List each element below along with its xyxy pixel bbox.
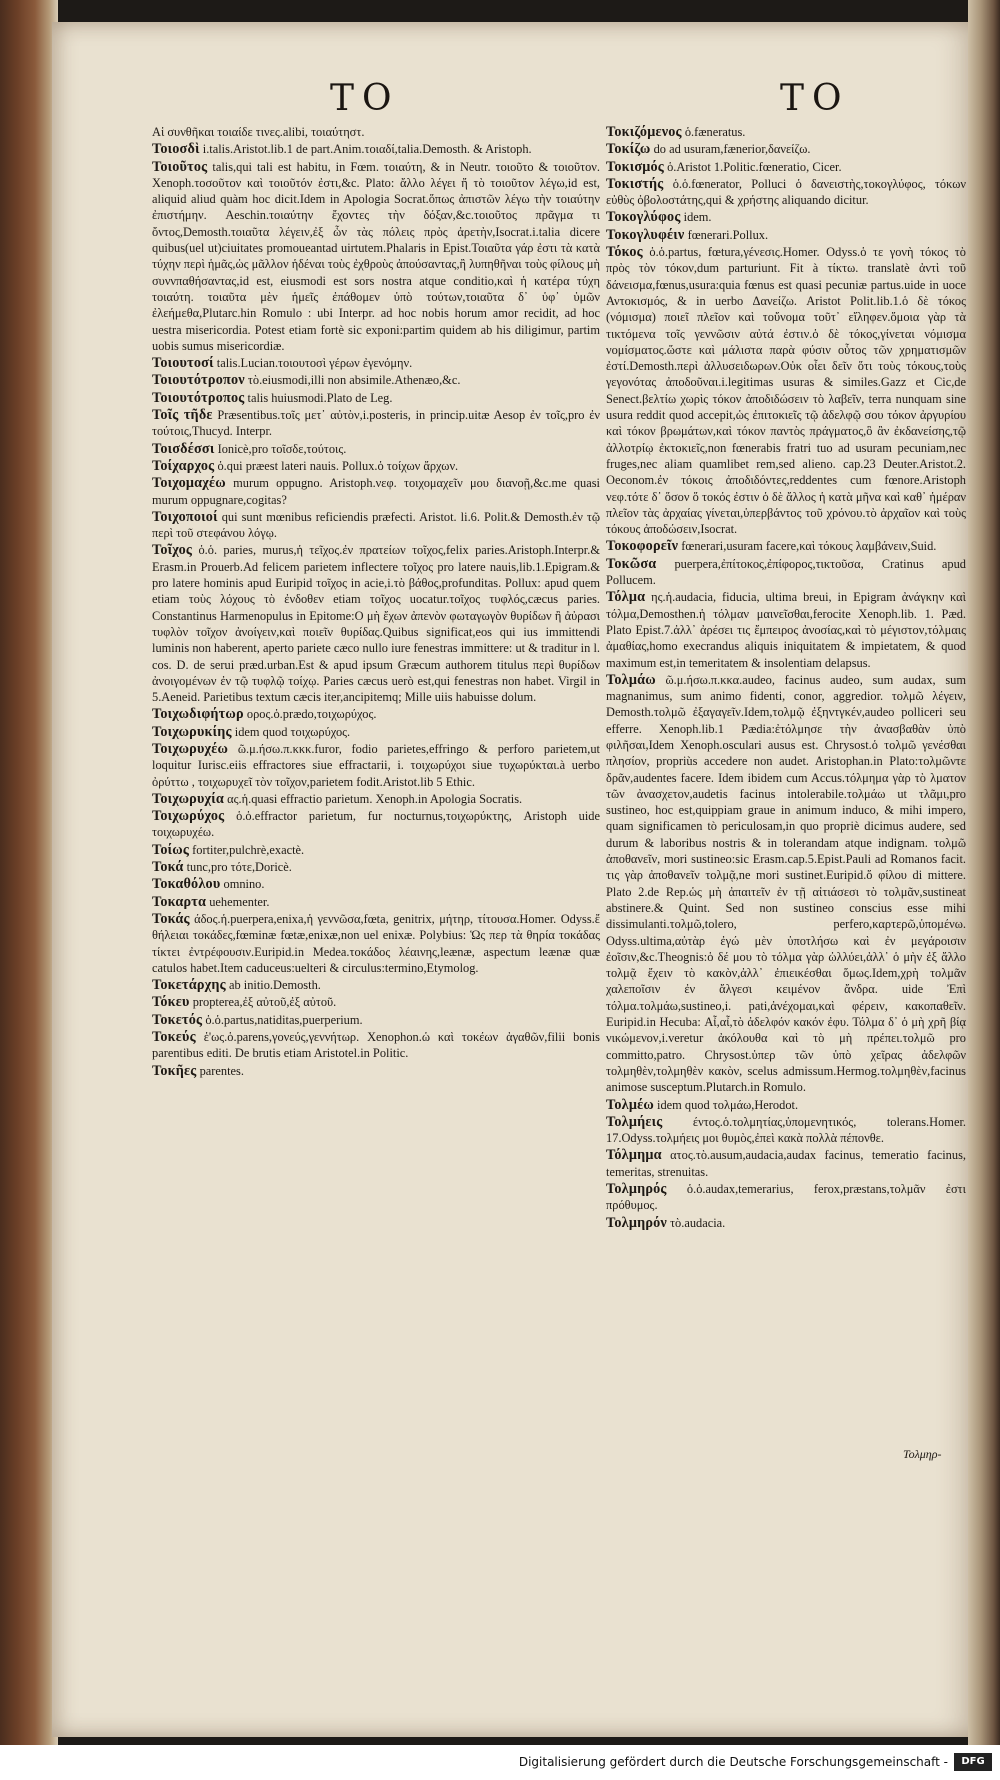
entry-text: propterea,ἐξ αὐτοῦ,ἐξ αὐτοῦ. [192,995,337,1010]
footer-credit: Digitalisierung gefördert durch die Deutsche Forschungsgemeinschaft - [518,1755,948,1769]
dictionary-entry [152,741,600,790]
entry-text: ab initio.Demosth. [228,978,321,993]
dictionary-entry [606,589,966,670]
dictionary-entry [606,227,966,243]
entry-headword: Τολμέω [606,1096,654,1113]
dictionary-entry [152,159,600,355]
dictionary-entry [152,859,600,875]
dictionary-entry [152,911,600,976]
entry-headword: Τόκευ [152,994,190,1011]
entry-text: omnino. [223,877,265,892]
book-cover-edge [968,0,1000,1745]
dictionary-entry [152,1012,600,1028]
entry-headword: Τοκογλύφος [606,209,681,226]
entry-text: ὁ.Aristot 1.Politic.fœneratio, Cicer. [667,159,842,174]
entry-headword: Τοκιστής [606,175,664,192]
entry-headword: Τοισδέσσι [152,440,215,457]
dictionary-entry [606,1097,966,1113]
right-column [606,124,966,1232]
dictionary-entry [606,1181,966,1214]
entry-text: fortiter,pulchrè,exactè. [192,842,305,857]
entry-text: τὸ.audacia. [670,1215,726,1230]
entry-text: ὁ.ὁ.audax,temerarius, ferox,præstans,τολμᾶν ἐστι πρόθυμος. [606,1182,966,1213]
entry-text: Αἱ συνθῆκαι τοιαίδε τινες.alibi, τοιαύτηστ. [152,125,365,139]
entry-text: fœnerari.Pollux. [687,227,769,242]
entry-headword: Τόκος [606,244,643,261]
entry-headword: Τοῖχος [152,542,193,559]
entry-headword: Τόλμα [606,589,646,606]
entry-headword: Τολμάω [606,671,656,688]
entry-headword: Τοῖς τῆδε [152,407,213,424]
dictionary-entry [152,509,600,542]
entry-text: ορος.ὁ.prædo,τοιχωρύχος. [246,707,377,722]
dictionary-entry [152,977,600,993]
entry-headword: Τοκετάρχης [152,977,226,994]
entry-text: Præsentibus.τοῖς μετ᾽ αὐτὸν,i.posteris, in princip.uitæ Aesop ἐν τοῖς,pro ἐν τούτοις,Thucyd. Interpr. [152,408,600,439]
entry-headword: Τοκιζόμενος [606,124,682,140]
dictionary-entry [606,556,966,589]
entry-headword: Τοκαθόλου [152,876,221,893]
entry-text: ὁ.fæneratus. [684,125,746,139]
entry-text: ὁ.ὁ.effractor parietum, fur nocturnus,τοιχωρύκτης, Aristoph uide τοιχωρυχέω. [152,809,600,840]
dictionary-entry [606,176,966,209]
entry-text: idem. [683,210,712,225]
entry-headword: Τοιχωρύχος [152,808,225,825]
entry-headword: Τοκαρτα [152,893,207,910]
entry-headword: Τόλμημα [606,1147,662,1164]
dictionary-entry [152,706,600,722]
entry-headword: Τοιοῦτος [152,158,208,175]
dfg-logo: DFG [954,1753,992,1771]
entry-text: ης.ἡ.audacia, fiducia, ultima breui, in Epigram ἀνάγκην καὶ τόλμα,Demosthen.ἡ τόλμαν μαινεῖσθαι,ferocite Xenoph.lib. 1. Pæd. Plato Epist.7.ἀλλ᾽ ἀρέσει τις ἔμπειρος ἀνοσίας,καὶ τὸ μέγιστον,τόλμαις ἀμαθίας,homo execrandus aliquis iniquitatem & impietatem, & quod maximum est,in temeritatem & insolentiam delapsus. [606,590,966,670]
entry-headword: Τοκῆες [152,1062,197,1079]
book-spine-edge [0,0,58,1745]
left-column [152,124,600,1080]
dictionary-entry [152,1063,600,1079]
entry-text: ας.ἡ.quasi effractio parietum. Xenoph.in Apologia Socratis. [227,791,523,806]
entry-headword: Τοκῶσα [606,555,657,572]
entry-text: uehementer. [209,894,270,909]
entry-headword: Τοιχωρυχέω [152,740,229,757]
entry-headword: Τοκεύς [152,1029,196,1046]
running-header-right: TO [780,78,850,119]
dictionary-entry [152,724,600,740]
entry-headword: Τοιχωρυκίης [152,723,232,740]
entry-headword: Τοιχομαχέω [152,475,226,492]
entry-text: parentes. [199,1063,244,1078]
entry-text: Ionicè,pro τοῖσδε,τούτοις. [217,441,347,456]
entry-headword: Τοκισμός [606,158,664,175]
entry-text: άδος.ἡ.puerpera,enixa,ἡ γεννῶσα,fœta, genitrix, μήτηρ, τίτουσα.Homer. Odyss.ἔ θήλειαι τοκάδες,fœminæ fœtæ,enixæ,non uel enixæ. Polybius: Ὡς περ τὰ θηρία τοκάδας τίκτει ἐντρέφουσιν.Euripid.in Medea.τοκάδος λέαινης,leænæ, aspectum leænæ quæ catulos habet.Item caduceus:uelteri & circulus:termino,Etymolog. [152,911,600,975]
entry-text: ῶ.μ.ήσω.π.κκκ.furor, fodio parietes,effringo & perforo parietem,ut loquitur Iurisc.eiis effractores siue effractarii, i. τοιχωρύχοι siue τυχωρύκται.à uerbo ὀρύττω , τοιχωρυχεῖ τὸν τοῖχον,parietem fodit.Aristot.lib 5 Ethic. [152,741,600,789]
dictionary-entry [606,141,966,157]
entry-headword: Τοίχαρχος [152,457,215,474]
dictionary-entry [152,1029,600,1062]
entry-text: τὸ.eiusmodi,illi non absimile.Athenæo,&c. [247,373,461,388]
entry-headword: Τοκά [152,859,184,876]
dictionary-entry [152,407,600,440]
entry-text: ἑ'ως.ὁ.parens,γονεύς,γεννήτωρ. Xenophon.ὡ καὶ τοκέων ἀγαθῶν,filii bonis parentibus editi. De brutis etiam Aristotel.in Politic. [152,1030,600,1061]
dictionary-entry [606,209,966,225]
dictionary-entry [152,894,600,910]
dictionary-entry [606,1147,966,1180]
dictionary-entry [152,372,600,388]
entry-text: idem quod τοιχωρύχος. [234,724,351,739]
dictionary-entry [152,355,600,371]
dictionary-entry [152,441,600,457]
entry-text: talis.Lucian.τοιουτοσὶ γέρων ἐγενόμην. [216,356,413,371]
entry-headword: Τοιχωρυχία [152,790,225,807]
dictionary-entry [606,244,966,537]
dictionary-entry [606,159,966,175]
entry-text: ὁ.ὁ.partus,natiditas,puerperium. [205,1012,363,1027]
dictionary-entry [152,994,600,1010]
dictionary-entry [152,876,600,892]
entry-headword: Τοκάς [152,910,190,927]
entry-headword: Τοκετός [152,1011,203,1028]
entry-text: talis,qui tali est habitu, in Fœm. τοιαύτη, & in Neutr. τοιοῦτο & τοιοῦτον. Xenoph.τοσοῦτον καὶ τοιοῦτόν ἐστι,&c. Plato: ἄλλο λέγει ἤ τὸ τοιοῦτον λέγω,id est, aliquid aliud quàm hoc dicit.Idem in Apologia Socrat.ὅπως ἀπιστῶν λέγω τὴν τοιαύτην ἐπιστήμην. Aeschin.τοιαύτην ἔχοντες τὴν δόξαν,&c.τοιοῦτος πρᾶγμα τι ὄντος,Demosth.τοιαῦτα λέγειν,ἐξ ὧν τὰς πόλεις πρὸς ἀρετὴν,Isocrat.i.talia dicere quibus(uel ut)ciuitates promoueantad uirtutem.Phalaris in Epist.Τοιαῦτα γάρ ἐστι τὰ κατὰ τύχην περὶ ἡμᾶς,ὡς μᾶλλον ἡδέναι τοὺς ἐχθροὺς ἀπούσαντας,ἢ λυπηθῆναι τοὺς φίλους μὴ συννπαθήσαντας,id est, eiusmodi est sors nostra atque conditio,καὶ ἡ κατέρα τύχη τοιαύτη. τοιαῦτα μὲν ἡμεῖς ἐπάθομεν ὑπὸ τούτων,τοιαῦτα δ᾽ ὑφ᾽ ὑμῶν ἐλεήμεθα,Plutarc.hin Romulo : ubi Interpr. ad hoc nobis horum amor recidit, ad hoc uestra misericordia. Potest etiam fortè sic exponi:partim quidem ab his diligimur, partim uobis sumus misericordiæ. [152,159,600,353]
entry-headword: Τοιοσδὶ [152,141,200,158]
entry-headword: Τοιουτοσί [152,355,214,372]
entry-headword: Τοιχοποιοί [152,508,218,525]
entry-headword: Τολμηρός [606,1181,667,1197]
entry-text: ὁ.ὁ.fœnerator, Polluci ὁ δανειστὴς,τοκογλύφος, τόκων εὐθὺς ὀβολοστάτης,qui & χρήστης aliquando dicitur. [606,176,966,208]
dictionary-entry [152,390,600,406]
dictionary-entry [152,124,600,140]
entry-headword: Τοιουτότροπος [152,389,245,406]
dictionary-entry [152,842,600,858]
entry-text: murum oppugno. Aristoph.νεφ. τοιχομαχεῖν μου διανοῇ,&c.me quasi murum oppugnare,cogitas? [152,476,600,507]
entry-headword: Τοιουτότροπον [152,372,245,389]
digitization-footer [0,1745,1000,1780]
entry-headword: Τολμηρόν [606,1214,667,1231]
entry-text: talis huiusmodi.Plato de Leg. [247,390,393,405]
entry-text: ὁ.ὁ. paries, murus,ἡ τεῖχος.ἐν πρατείων τοῖχος,felix paries.Aristoph.Interpr.& Erasm.in Prouerb.Ad felicem parietem inflectere τοῖχος pro latere nauis,lib.1.Epigram.& pro latere hominis apud Euripid τοῖχος in acie,i.τὸ βάθος,profunditas. Pollux: apud quem etiam τοὺς λόχους τὸ ἐνδοθεν etiam τοῖχος uocatur.τοῖχος τυφλός,cæcus paries. Constantinus Harmenopulus in Epitome:Ο μὴ ἔχων ἀπενὸν φωταγωγὸν θυρίδων ἢ ἀὐρασι τυφλὸν τοῖχον ἀνοίγειν,καὶ ποιεῖν θυρίδας.Quibus significat,eos qui ius immittendi luminis non haberent, aperto pariete cæco nullo iure fenestras immittere: ut & traditur in l. cos. D. de serui præd.urban.Est & apud ipsum Græcum authorem titulus περὶ θυρίδων ἀνοιγομένων ἐν τῷ τυφλῷ τοίχῳ. Paries cæcus uerò est,qui fenestras non habet. Virgil in 5.Aeneid. Parietibus textum cæcis iter,ancipitemq; Mille uiis habuisse dolum. [152,543,600,705]
entry-text: ατος.τὸ.ausum,audacia,audax facinus, temeratio facinus, temeritas, strenuitas. [606,1148,966,1179]
entry-text: έντος.ὁ.τολμητίας,ὑπομενητικός, tolerans.Homer. 17.Odyss.τολμήεις μοι θυμὸς,ἐπεὶ κακὰ πολλὰ πέπονθε. [606,1114,966,1146]
catchword: Τολμηρ- [903,1447,942,1461]
dictionary-entry [152,141,600,157]
dictionary-entry [152,458,600,474]
entry-text: i.talis.Aristot.lib.1 de part.Anim.τοιαδί,talia.Demosth. & Aristoph. [202,142,532,157]
dictionary-entry [152,808,600,841]
entry-text: ὁ.qui præest lateri nauis. Pollux.ὁ τοίχων ἄρχων. [217,458,459,473]
dictionary-entry [606,124,966,140]
entry-text: fœnerari,usuram facere,καὶ τόκους λαμβάνειν,Suid. [681,539,937,554]
entry-text: ῶ.μ.ήσω.π.κκα.audeo, facinus audeo, sum audax, sum magnanimus, sum animo fidenti, conor, aggredior. τολμῶ λέγειν, Demosth.τολμῶ ἐξαγαγεῖν.Idem,τολμῷ ἐξηντγκέν,audeo polliceri seu efferre. Xenoph.lib.1 Pædia:ἐτόλμησε τὴν ἀνασβαθὰν ὑπὸ φιλῆσαι,Idem Xenoph.osculari ausus est. Chrysost.ὁ τολμῶ γενέσθαι πλησίον, propriùs accedere non audet. Aristophan.in Plato:τολμῶντε δρᾶν,audentes facere. Idem ibidem cum Accus.τόλμημα γὰρ τὸ λματον τῶν ἀνασχετον,audetis facinus intolerabile.τολμάω ut τλᾶμι,pro sustineo, hoc est,quippiam graue in animum induco, & mihi impero, quam significamen tò periculosam,in quo propriè dicimus audere, sed durum & laboribus nostris & in tolerandam atque indignam. τολμῶ ἀποθανεῖν, mori sustineo:sic Erasm.cap.5.Epist.Pauli ad Romanos facit. τις γὰρ ἀποθανεῖν τολμᾷ,ne mori sustinet.Euripid.ὅ φίλου di mittere. Plato 2.de Rep.ὡς μὴ ἀπαιτεῖν ἐν τῇ αἰτιάσεσι τὸ τολμᾶν,sustineat abstinere.& Quint. Sed non sustineo conscius esse mihi dissimulanti.τολμῶ,tolero, perfero,καρτερῶ,ὑπομένω. Odyss.ultima,αὐτὰρ ἐγώ μὲν ὑποτλήσω καὶ ἐν μεγάροισιν ἐοῖσιν,&c.Theognis:ὁ δέ μου τὸ τόλμα γὰρ ὠλλύει,ἀλλ᾽ ὁ μὴν ἐξ ἄλλο τολμᾷ ἔχειν τὸ κακὸν,ἀλλ᾽ ἐπιεικέσθαι ὅμως.Idem,χρὴ τολμᾶν χαλεποῖσιν ἐν ἄλγεσι κειμένον ἄνδρα. uide Ἐπὶ τόλμα.τολμάω,sustineo,i. pati,ἀνέχομαι,καὶ φέρειν, κακοπαθεῖν. Euripid.in Hecuba: Αἶ,αἶ,τὸ ἀδελφόν κακόν ἐφυ. Τόλμα δ᾽ ὁ μὴ χρῆ βίᾳ νικώμενον,i.veretur ἀκόλουθα καὶ τὸ μὴ πρέπει.τολμῶ pro committo,patro. Chrysost.ὑπερ τῶν ὑπὸ χεῖρας ἀδελφῶν τολμηθὲν,τολμηθὲν κακὸν, scelus admissum.Hermog.τολμηθὲν,facinus animose susceptum.Plutarch.in Romulo. [606,672,966,1095]
entry-headword: Τοίως [152,841,190,858]
dictionary-entry [606,672,966,1096]
dictionary-entry [606,1215,966,1231]
entry-text: idem quod τολμάω,Herodot. [657,1097,799,1112]
entry-text: do ad usuram,fænerior,δανείζω. [653,142,811,157]
dictionary-entry [152,475,600,508]
entry-headword: Τοκίζω [606,141,651,158]
entry-headword: Τοκοφορεῖν [606,538,679,555]
entry-text: tunc,pro τότε,Doricè. [186,860,292,875]
dictionary-entry [606,1114,966,1147]
dictionary-entry [152,791,600,807]
entry-text: qui sunt mœnibus reficiendis præfecti. Aristot. li.6. Polit.& Demosth.ἐν τῷ περὶ τοῦ στεφάνου λόγῳ. [152,509,600,541]
dictionary-entry [606,538,966,554]
entry-headword: Τοκογλυφέιν [606,226,685,243]
dictionary-entry [152,542,600,705]
running-header-left: TO [330,78,400,119]
entry-headword: Τολμήεις [606,1113,663,1130]
entry-text: puerpera,ἐπίτοκος,ἐπίφορος,τικτοῦσα, Cratinus apud Pollucem. [606,556,966,588]
entry-headword: Τοιχωδιφήτωρ [152,706,244,723]
entry-text: ὁ.ὁ.partus, fœtura,γένεσις.Homer. Odyss.ὁ τε γονὴ τόκος τὸ πρὸς τὸν τόκον,dum parturiunt. Fit à τίκτω. translatè ἀντὶ τοῦ δάνεισμα,fœnus,usura:quia fœnus est quasi pecuniæ partus.uide in uoce Αντοκισμός, & in uerbo Δανείζω. Aristot Polit.lib.1.ὁ δὲ τόκος (νόμισμα) ποιεῖ πλεῖον καὶ τοὔνομα τοῦτ᾽ εἴληφεν.ὅμοια γὰρ τὰ τικτόμενα τοῖς γεννῶσιν αὐτά ἐστιν.ὁ δὲ τόκος,γίνεται νόμισμα νομίσματος.ὥστε καὶ μάλιστα παρὰ φύσιν οὗτος τῶν χρηματισμῶν ἐστί.Demosth.περὶ ἀλλυσειδωρων.Οὐκ οἶει δεῖν ὅτι τοὺς τόκους,τοὺς γεγονότας ἀποδοῦναι.i.legitimas usuras & similes.Gazz et Cic,de Senect.βελτίω χωρὶς τόκον ἀποδιδώσειν τὸ λαβεῖν, terra nunquam sine usura reddit quod accepit,ὡς ἐπιτοκιεῖς τῷ ἀδελφῷ σου τόκον ἀργυρίου καὶ τόκον βρωμάτων,καὶ τόκον παντὸς πράγματος,ὃ ἂν ἐκδανείσης,τῷ ἀλλοτρίῳ ἐκτοκιεῖς,non fœnerabis fratri tuo ad usuram pecuniam,nec fruges,nec aliam quamlibet rem,sed alieno. cap.23 Deuter.Aristot.2. Oeconom.ἐν τόκοις ἀποδιδόντες,reddentes cum fœnore.Aristoph νεφ.τότε δ᾽ ὅσον ὅ τοκός ἐστιν ὁ δὲ ἄλλος ἡ κατὰ μῆνα καὶ καθ᾽ ἡμέραν πλεῖον τὰς ἀρχαίας γίνεται,ὑπερβάντος τοῦ χρόνου.τὸ ἀρχαῖον καὶ τοὺς τόκους ἀποδώσειν,Isocrat. [606,245,966,537]
